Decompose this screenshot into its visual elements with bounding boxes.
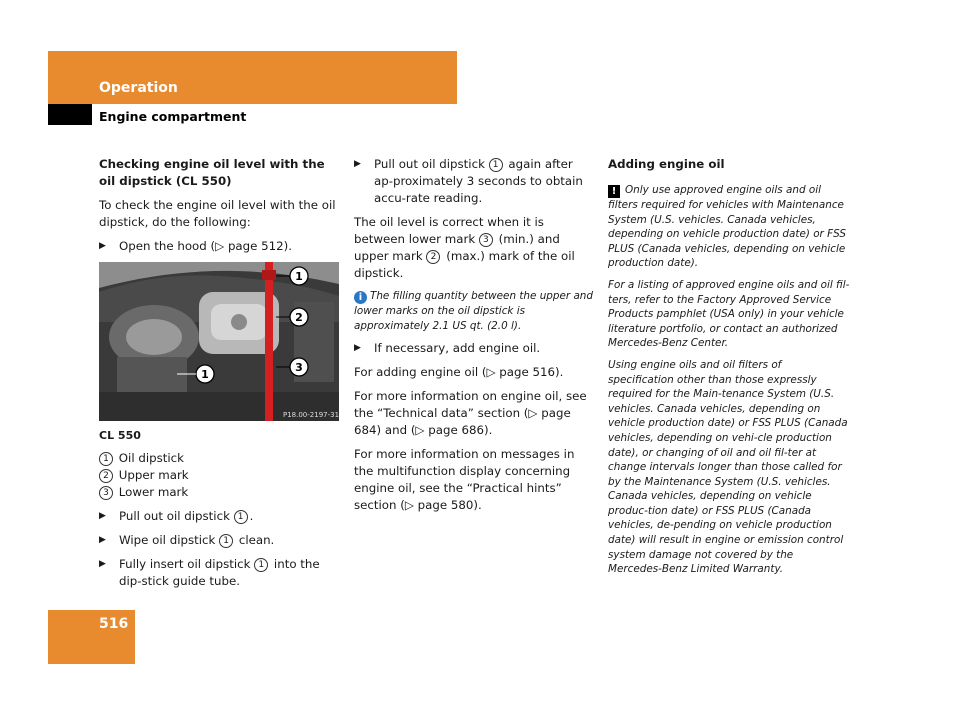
callout-number: 1 (99, 452, 113, 466)
warranty-note: Using engine oils and oil filters of specification other than those expressly required for the Main-tenance System (U.S. vehicles. Canada vehicles, depending on vehicle production date) or FSS PLUS (Canada vehicles, depending on vehi-cle production date), or changing of oil and oil fil-ter at change intervals longer than those called for by the Maintenance System (U.S. vehicles. Canada vehicles, depending on vehicle produc-tion date) or FSS PLUS (Canada vehicles, de-pending on vehicle production date) will result in engine or emission control system damage not covered by the Mercedes-Benz Limited Warranty. (608, 358, 848, 576)
header-band (48, 51, 457, 104)
step-pull-dipstick (99, 508, 339, 525)
callout-1-left: 1 (201, 368, 209, 381)
callout-number: 3 (479, 233, 493, 247)
oil-level-text: The oil level is correct when it is between lower mark 3 (min.) and upper mark 2 (max.) mark of the oil dipstick. (354, 215, 575, 280)
step-arrow-icon: ▶ (99, 241, 106, 251)
callout-number: 1 (234, 510, 248, 524)
callout-number: 1 (219, 534, 233, 548)
section-title: Operation (99, 80, 178, 96)
approved-oils-note: For a listing of approved engine oils and oil fil-ters, refer to the Factory Approved Service Products pamphlet (USA only) in your vehicle literature portfolio, or contact an authorized Mercedes-Benz Center. (608, 278, 850, 350)
step-wipe-dipstick (99, 532, 339, 549)
col1-intro: To check the engine oil level with the oil dipstick, do the following: (99, 198, 336, 229)
callout-1-top: 1 (295, 270, 303, 283)
column-2 (354, 156, 594, 521)
legend-label: Upper mark (118, 468, 189, 482)
legend-item (99, 450, 339, 467)
step-open-hood (99, 238, 339, 255)
technical-data-reference: For more information on engine oil, see the “Technical data” section (▷ page 684) and (▷ page 686). (354, 389, 587, 438)
page-number: 516 (99, 616, 129, 632)
callout-number: 3 (99, 486, 113, 500)
step-arrow-icon: ▶ (354, 159, 361, 169)
callout-number: 1 (489, 158, 503, 172)
step-text: Pull out oil dipstick (119, 509, 234, 523)
callout-legend (99, 450, 339, 501)
info-note: i The filling quantity between the upper and lower marks on the oil dipstick is approximately 2.1 US qt. (2.0 l). (354, 290, 593, 332)
adding-oil-heading: Adding engine oil (608, 157, 725, 171)
callout-number: 2 (99, 469, 113, 483)
legend-label: Lower mark (118, 485, 189, 499)
step-arrow-icon: ▶ (99, 559, 106, 569)
legend-label: Oil dipstick (118, 451, 184, 465)
step-text: Fully insert oil dipstick (119, 557, 255, 571)
column-1 (99, 156, 339, 597)
step-open-hood-text: Open the hood (▷ page 512). (119, 239, 293, 253)
step-text: again after ap-proximately 3 seconds to obtain accu-rate reading. (374, 157, 583, 205)
callout-3: 3 (295, 361, 303, 374)
step-text: clean. (235, 533, 275, 547)
section-tab-marker (48, 104, 92, 125)
callout-number: 1 (254, 558, 268, 572)
step-insert-dipstick (99, 556, 339, 590)
callout-2: 2 (295, 311, 303, 324)
photo-code: P18.00-2197-31 (283, 411, 339, 419)
engine-compartment-photo (99, 262, 339, 421)
step-text: If necessary, add engine oil. (374, 341, 541, 356)
step-arrow-icon: ▶ (99, 535, 106, 545)
step-text: . (249, 509, 254, 523)
photo-caption: CL 550 (99, 429, 141, 442)
subsection-title: Engine compartment (99, 109, 247, 124)
warning-note: ! Only use approved engine oils and oil filters required for vehicles with Maintenance System (U.S. vehicles. Canada vehicles, depending on vehicle production date) or FSS PLUS (Canada vehicles, depending on vehicle production date). (608, 184, 846, 270)
step-pull-again (354, 156, 594, 207)
legend-item (99, 484, 339, 501)
step-text: Pull out oil dipstick (374, 157, 489, 171)
column-3 (608, 156, 850, 584)
practical-hints-reference: For more information on messages in the multifunction display concerning engine oil, see the “Practical hints” section (▷ page 580). (354, 447, 575, 513)
col1-heading: Checking engine oil level with the oil dipstick (CL 550) (99, 157, 325, 188)
callout-number: 2 (426, 250, 440, 264)
legend-item (99, 467, 339, 484)
step-text: Wipe oil dipstick (119, 533, 220, 547)
step-text: into the dip-stick guide tube. (119, 557, 320, 588)
step-add-oil (354, 340, 594, 357)
info-icon: i (354, 291, 367, 304)
warning-icon: ! (608, 185, 620, 198)
adding-oil-reference: For adding engine oil (▷ page 516). (354, 365, 564, 380)
step-arrow-icon: ▶ (354, 343, 361, 354)
engine-photo-illustration (99, 262, 339, 421)
step-arrow-icon: ▶ (99, 511, 106, 521)
